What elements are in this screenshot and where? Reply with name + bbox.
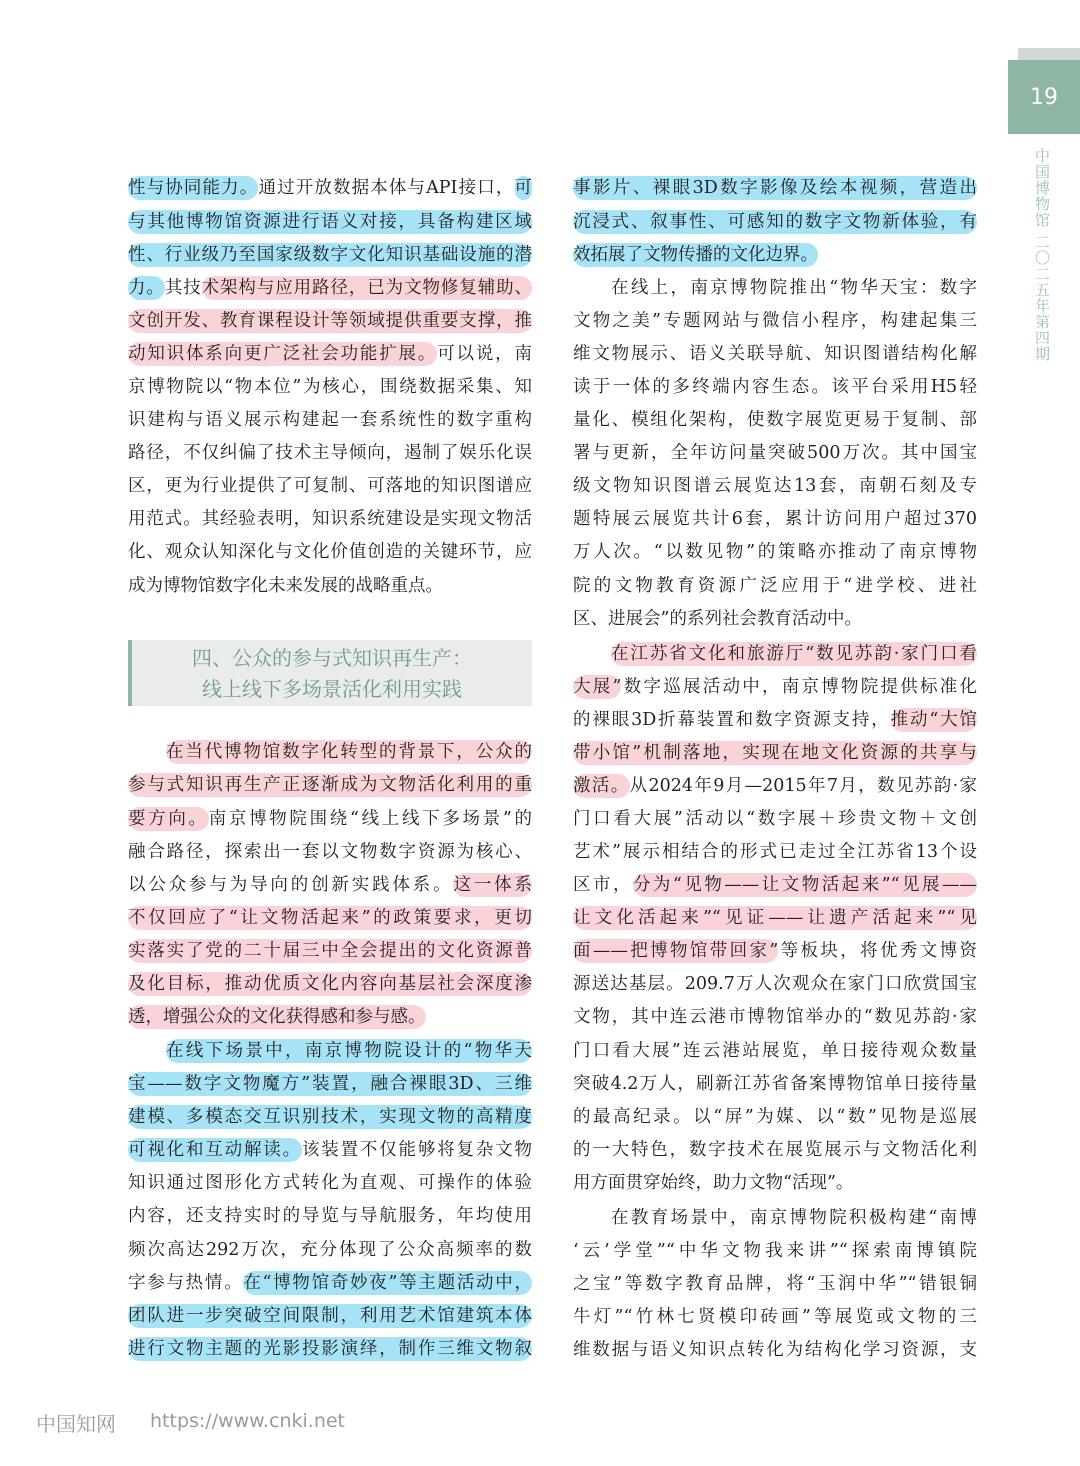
text-line: 参与式知识再生产正逐渐成为文物活化利用的重 <box>128 775 532 795</box>
text-line: 性、行业级乃至国家级数字文化知识基础设施的潜 <box>128 245 532 265</box>
text-line: 与其他博物馆资源进行语义对接，具备构建区域 <box>128 212 532 232</box>
section-heading-line2: 线上线下多场景活化利用实践 <box>202 677 462 701</box>
text-line: ‘云’学堂”“中华文物我来讲”“探索南博镇院 <box>573 1241 977 1261</box>
text-line: 及化目标，推动优质文化内容向基层社会深度渗 <box>128 974 532 994</box>
text-line: 突破4.2万人，刷新江苏省备案博物馆单日接待量 <box>573 1074 977 1094</box>
text-line: 路径，不仅纠偏了技术主导倾向，遏制了娱乐化误 <box>128 443 532 463</box>
text-line: 文物，其中连云港市博物馆举办的“数见苏韵·家 <box>573 1007 977 1027</box>
text-line: 内容，还支持实时的导览与导航服务，年均使用 <box>128 1206 532 1226</box>
text-line: 在教育场景中，南京博物院积极构建“南博 <box>611 1208 977 1228</box>
text-line: 门口看大展”连云港站展览，单日接待观众数量 <box>573 1041 977 1061</box>
text-line: 透，增强公众的文化获得感和参与感。 <box>128 1007 426 1027</box>
text-line: 动知识体系向更广泛社会功能扩展。可以说，南 <box>128 344 533 364</box>
text-line: 知识通过图形化方式转化为直观、可操作的体验 <box>128 1173 532 1193</box>
text-line: 在线上，南京博物院推出“物华天宝：数字 <box>611 278 977 298</box>
text-line: 沉浸式、叙事性、可感知的数字文物新体验，有 <box>573 212 977 232</box>
text-line: 化、观众认知深化与文化价值创造的关键环节，应 <box>128 542 532 562</box>
text-line: 京博物院以“物本位”为核心，围绕数据采集、知 <box>128 377 532 397</box>
text-line: 力。其技术架构与应用路径，已为文物修复辅助、 <box>128 278 533 298</box>
section-heading-box <box>128 640 532 706</box>
text-line: 的最高纪录。以“屏”为媒、以“数”见物是巡展 <box>573 1107 977 1127</box>
text-line: 性与协同能力。通过开放数据本体与API接口，可 <box>128 178 532 198</box>
text-line: 大展”数字巡展活动中，南京博物院提供标准化 <box>573 677 977 697</box>
section-heading-line1: 四、公众的参与式知识再生产： <box>192 646 472 670</box>
text-line: 激活。从2024年9月—2015年7月，数见苏韵·家 <box>573 776 978 796</box>
text-line: 用范式。其经验表明，知识系统建设是实现文物活 <box>128 509 532 529</box>
text-line: 区、进展会”的系列社会教育活动中。 <box>573 609 862 629</box>
text-line: 宝——数字文物魔方”装置，融合裸眼3D、三维 <box>128 1074 532 1094</box>
text-line: 融合路径，探索出一套以文物数字资源为核心、 <box>128 842 532 862</box>
text-line: 带小馆”机制落地，实现在地文化资源的共享与 <box>573 743 977 763</box>
text-line: 效拓展了文物传播的文化边界。 <box>573 245 818 265</box>
text-line: 量化、模组化架构，使数字展览更易于复制、部 <box>573 410 977 430</box>
text-line: 频次高达292万次，充分体现了公众高频率的数 <box>128 1240 532 1260</box>
text-line: 不仅回应了“让文物活起来”的政策要求，更切 <box>128 908 532 928</box>
text-line: 字参与热情。在“博物馆奇妙夜”等主题活动中， <box>128 1273 532 1293</box>
text-line: 要方向。南京博物院围绕“线上线下多场景”的 <box>128 809 532 829</box>
text-line: 之宝”等数字教育品牌，将“玉润中华”“错银铜 <box>573 1274 977 1294</box>
text-line: 面——把博物馆带回家”等板块，将优秀文博资 <box>573 941 978 961</box>
text-line: 区，更为行业提供了可复制、可落地的知识图谱应 <box>128 476 532 496</box>
text-line: 文创开发、教育课程设计等领域提供重要支撑，推 <box>128 311 532 331</box>
text-line: 区市，分为“见物——让文物活起来”“见展—— <box>573 875 978 895</box>
page-number: 19 <box>1008 60 1080 134</box>
text-line: 识建构与语义展示构建起一套系统性的数字重构 <box>128 410 532 430</box>
journal-tag: 中国博物馆 二〇二五年第四期 <box>1033 148 1051 362</box>
text-line: 文物之美”专题网站与微信小程序，构建起集三 <box>573 311 977 331</box>
text-line: 进行文物主题的光影投影演绎，制作三维文物叙 <box>128 1339 532 1359</box>
text-line: 维文物展示、语义关联导航、知识图谱结构化解 <box>573 344 977 364</box>
text-line: 在当代博物馆数字化转型的背景下，公众的 <box>166 742 532 762</box>
cnki-logo: 中国知网 <box>36 1412 116 1436</box>
page-tab-strip <box>1018 48 1080 60</box>
text-line: 事影片、裸眼3D数字影像及绘本视频，营造出 <box>573 178 977 198</box>
text-line: 院的文物教育资源广泛应用于“进学校、进社 <box>573 576 977 596</box>
text-line: 可视化和互动解读。该装置不仅能够将复杂文物 <box>128 1140 533 1160</box>
text-line: 署与更新，全年访问量突破500万次。其中国宝 <box>573 443 977 463</box>
text-line: 以公众参与为导向的创新实践体系。这一体系 <box>128 875 533 895</box>
text-line: 级文物知识图谱云展览达13套，南朝石刻及专 <box>573 476 977 496</box>
text-line: 成为博物馆数字化未来发展的战略重点。 <box>128 576 443 596</box>
text-line: 在江苏省文化和旅游厅“数见苏韵·家门口看 <box>611 644 977 664</box>
text-line: 的一大特色，数字技术在展览展示与文物活化利 <box>573 1140 977 1160</box>
text-line: 题特展云展览共计6套，累计访问用户超过370 <box>573 509 977 529</box>
text-line: 在线下场景中，南京博物院设计的“物华天 <box>166 1041 532 1061</box>
text-line: 维数据与语义知识点转化为结构化学习资源，支 <box>573 1340 977 1360</box>
text-line: 建模、多模态交互识别技术，实现文物的高精度 <box>128 1107 532 1127</box>
text-line: 让文化活起来”“见证——让遗产活起来”“见 <box>573 908 977 928</box>
cnki-url[interactable]: https://www.cnki.net <box>150 1410 346 1432</box>
text-line: 读于一体的多终端内容生态。该平台采用H5轻 <box>573 377 977 397</box>
text-line: 牛灯”“竹林七贤模印砖画”等展览或文物的三 <box>573 1307 977 1327</box>
text-line: 的裸眼3D折幕装置和数字资源支持，推动“大馆 <box>573 710 977 730</box>
text-line: 用方面贯穿始终，助力文物“活现”。 <box>573 1173 854 1193</box>
text-line: 艺术”展示相结合的形式已走过全江苏省13个设 <box>573 842 977 862</box>
text-line: 源送达基层。209.7万人次观众在家门口欣赏国宝 <box>573 974 977 994</box>
text-line: 实落实了党的二十届三中全会提出的文化资源普 <box>128 941 532 961</box>
text-line: 团队进一步突破空间限制，利用艺术馆建筑本体 <box>128 1306 532 1326</box>
text-line: 门口看大展”活动以“数字展＋珍贵文物＋文创 <box>573 809 977 829</box>
text-line: 万人次。“以数见物”的策略亦推动了南京博物 <box>573 542 977 562</box>
